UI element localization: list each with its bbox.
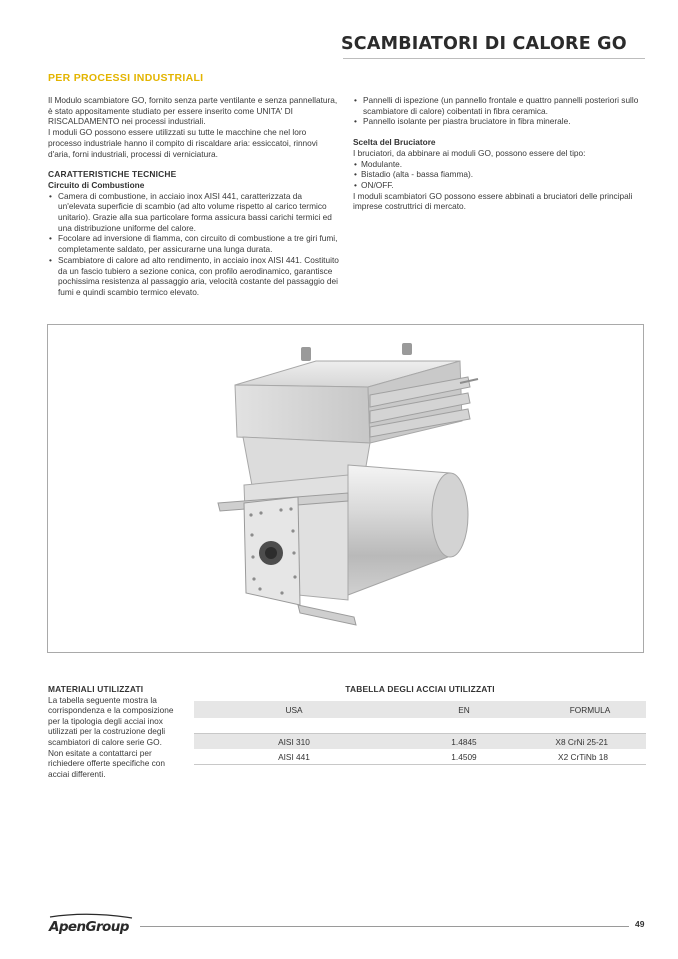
technical-bullet: • Pannello isolante per piastra bruciatore in fibra minerale.: [353, 116, 653, 127]
technical-bullet: • Camera di combustione, in acciaio inox AISI 441, caratterizzata da un'elevata superficie di scambio (ad alto volume rispetto al carico termico unitario). Grazie alla sua particolare forma assicura bassi carichi termici ed una distribuzione uniforme del calore.: [48, 191, 340, 234]
materials-heading: MATERIALI UTILIZZATI: [48, 684, 144, 694]
column-header-en: EN: [394, 701, 534, 719]
cell-usa: AISI 441: [194, 749, 394, 765]
burner-type: • ON/OFF.: [353, 180, 653, 191]
burner-heading: Scelta del Bruciatore: [353, 137, 436, 148]
page-number: 49: [635, 919, 645, 929]
technical-bullet: • Focolare ad inversione di fiamma, con circuito di combustione a tre giri fumi, completamente saldato, per assicurarne una lunga durata.: [48, 233, 340, 254]
cell-formula: X2 CrTiNb 18: [534, 749, 646, 765]
technical-bullet-list: [48, 191, 340, 298]
apengroup-logo: [48, 913, 134, 942]
cell-formula: X8 CrNi 25-21: [534, 734, 646, 750]
logo-text: ApenGroup: [49, 919, 129, 935]
section-heading: PER PROCESSI INDUSTRIALI: [48, 72, 204, 84]
left-column: [48, 95, 340, 298]
table-row: [194, 749, 646, 765]
product-photo: [47, 324, 644, 653]
table-header-row: [194, 701, 646, 719]
page-title: SCAMBIATORI DI CALORE GO: [341, 34, 627, 54]
cell-en: 1.4845: [394, 734, 534, 750]
materials-section: [48, 684, 183, 779]
technical-bullet: • Scambiatore di calore ad alto rendimento, in acciaio inox AISI 441. Costituito da un fascio tubiero a sezione conica, con profilo aerodinamico, garantisce pochissima resistenza al passaggio aria, velocità costante del passaggio dei fumi e quindi scambio termico elevato.: [48, 255, 340, 298]
burner-intro: I bruciatori, da abbinare ai moduli GO, possono essere del tipo:: [353, 147, 586, 158]
technical-bullet: • Pannelli di ispezione (un pannello frontale e quattro pannelli posteriori sullo scambiatore di calore) coibentati in fibra ceramica.: [353, 95, 653, 116]
steel-table-title: TABELLA DEGLI ACCIAI UTILIZZATI: [345, 684, 495, 694]
burner-note: I moduli scambiatori GO possono essere abbinati a bruciatori delle principali imprese costruttrici di mercato.: [353, 190, 633, 212]
burner-type: • Modulante.: [353, 159, 653, 170]
technical-heading: CARATTERISTICHE TECNICHE: [48, 169, 177, 180]
intro-paragraph-1: Il Modulo scambiatore GO, fornito senza parte ventilante e senza pannellatura, è stato appositamente studiato per essere inserito come UNITA' DI RISCALDAMENTO nei processi industriali.: [48, 95, 338, 127]
cell-usa: AISI 310: [194, 734, 394, 750]
table-row: [194, 734, 646, 750]
column-header-formula: FORMULA: [534, 701, 646, 719]
footer-rule: [140, 926, 629, 927]
materials-text-1: La tabella seguente mostra la corrispondenza e la composizione per la tipologia degli acciai inox utilizzati per la costruzione degli scambiatori di calore serie GO.: [48, 694, 174, 747]
materials-text-2: Non esitate a contattarci per richiedere offerte specifiche con acciai differenti.: [48, 747, 165, 779]
burner-type: • Bistadio (alta - bassa fiamma).: [353, 169, 653, 180]
burner-type-list: [353, 159, 653, 191]
heat-exchanger-illustration: [48, 325, 645, 654]
logo-mark: [48, 913, 134, 937]
cell-en: 1.4509: [394, 749, 534, 765]
steel-table: [194, 701, 646, 765]
intro-paragraph-2: I moduli GO possono essere utilizzati su tutte le macchine che nel loro processo industriale hanno il compito di riscaldare aria: essiccatoi, rinnovi d'aria, forni industriali, processi di verniciatura.: [48, 127, 318, 159]
technical-bullet-list-cont: [353, 95, 653, 127]
column-header-usa: USA: [194, 701, 394, 719]
title-rule: [343, 58, 645, 59]
right-column: [353, 95, 653, 212]
combustion-subheading: Circuito di Combustione: [48, 179, 145, 190]
